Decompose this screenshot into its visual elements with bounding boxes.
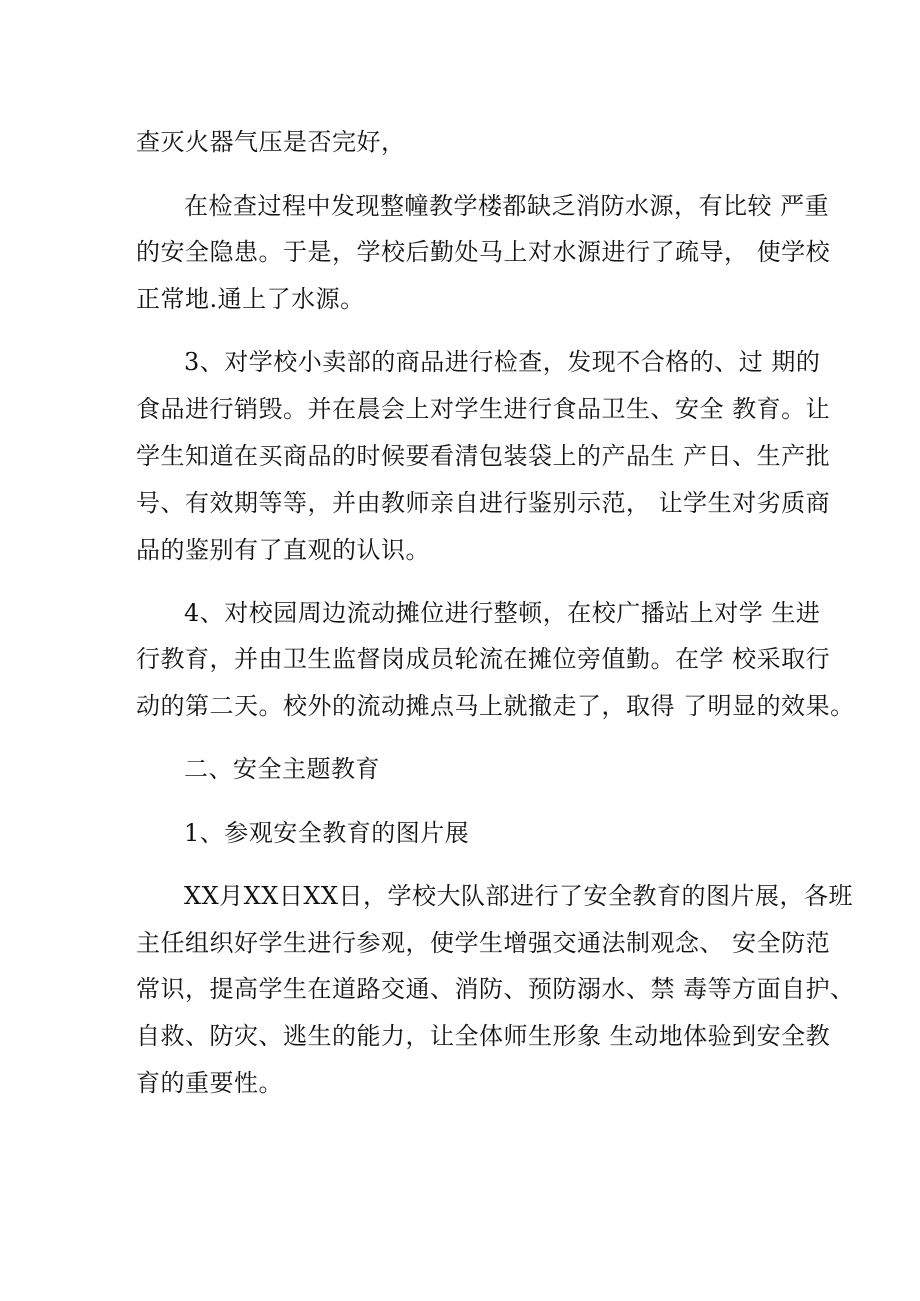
section-heading: 二、安全主题教育 — [184, 755, 380, 783]
text-line: 自救、防灾、逃生的能力，让全体师生形象 生动地体验到安全教 — [136, 1022, 831, 1050]
text-line: 动的第二天。校外的流动摊点马上就撤走了，取得 了明显的效果。 — [136, 692, 855, 720]
subsection-heading: 1、参观安全教育的图片展 — [184, 819, 470, 847]
text-line: 学生知道在买商品的时候要看清包装袋上的产品生 产日、生产批 — [136, 442, 831, 470]
text-line: 4、对校园周边流动摊位进行整顿，在校广播站上对学 生进 — [184, 599, 821, 627]
text-line: 常识，提高学生在道路交通、消防、预防溺水、禁 毒等方面自护、 — [136, 975, 855, 1003]
text-line: 正常地.通上了水源。 — [136, 285, 365, 313]
text-line: 在检查过程中发现整幢教学楼都缺乏消防水源，有比较 严重 — [184, 192, 830, 220]
text-line: 育的重要性。 — [136, 1069, 283, 1097]
text-line: 查灭火器气压是否完好， — [136, 128, 406, 156]
text-line: 行教育，并由卫生监督岗成员轮流在摊位旁值勤。在学 校采取行 — [136, 645, 831, 673]
text-line: 主任组织好学生进行参观，使学生增强交通法制观念、 安全防范 — [136, 929, 831, 957]
text-line: 品的鉴别有了直观的认识。 — [136, 536, 430, 564]
text-line: XX月XX日XX日，学校大队部进行了安全教育的图片展，各班 — [184, 882, 854, 910]
text-line: 的安全隐患。于是，学校后勤处马上对水源进行了疏导， 使学校 — [136, 238, 831, 266]
text-line: 食品进行销毁。并在晨会上对学生进行食品卫生、安全 教育。让 — [136, 395, 831, 423]
text-line: 号、有效期等等，并由教师亲自进行鉴别示范， 让学生对劣质商 — [136, 489, 831, 517]
text-line: 3、对学校小卖部的商品进行检查，发现不合格的、过 期的 — [184, 348, 821, 376]
